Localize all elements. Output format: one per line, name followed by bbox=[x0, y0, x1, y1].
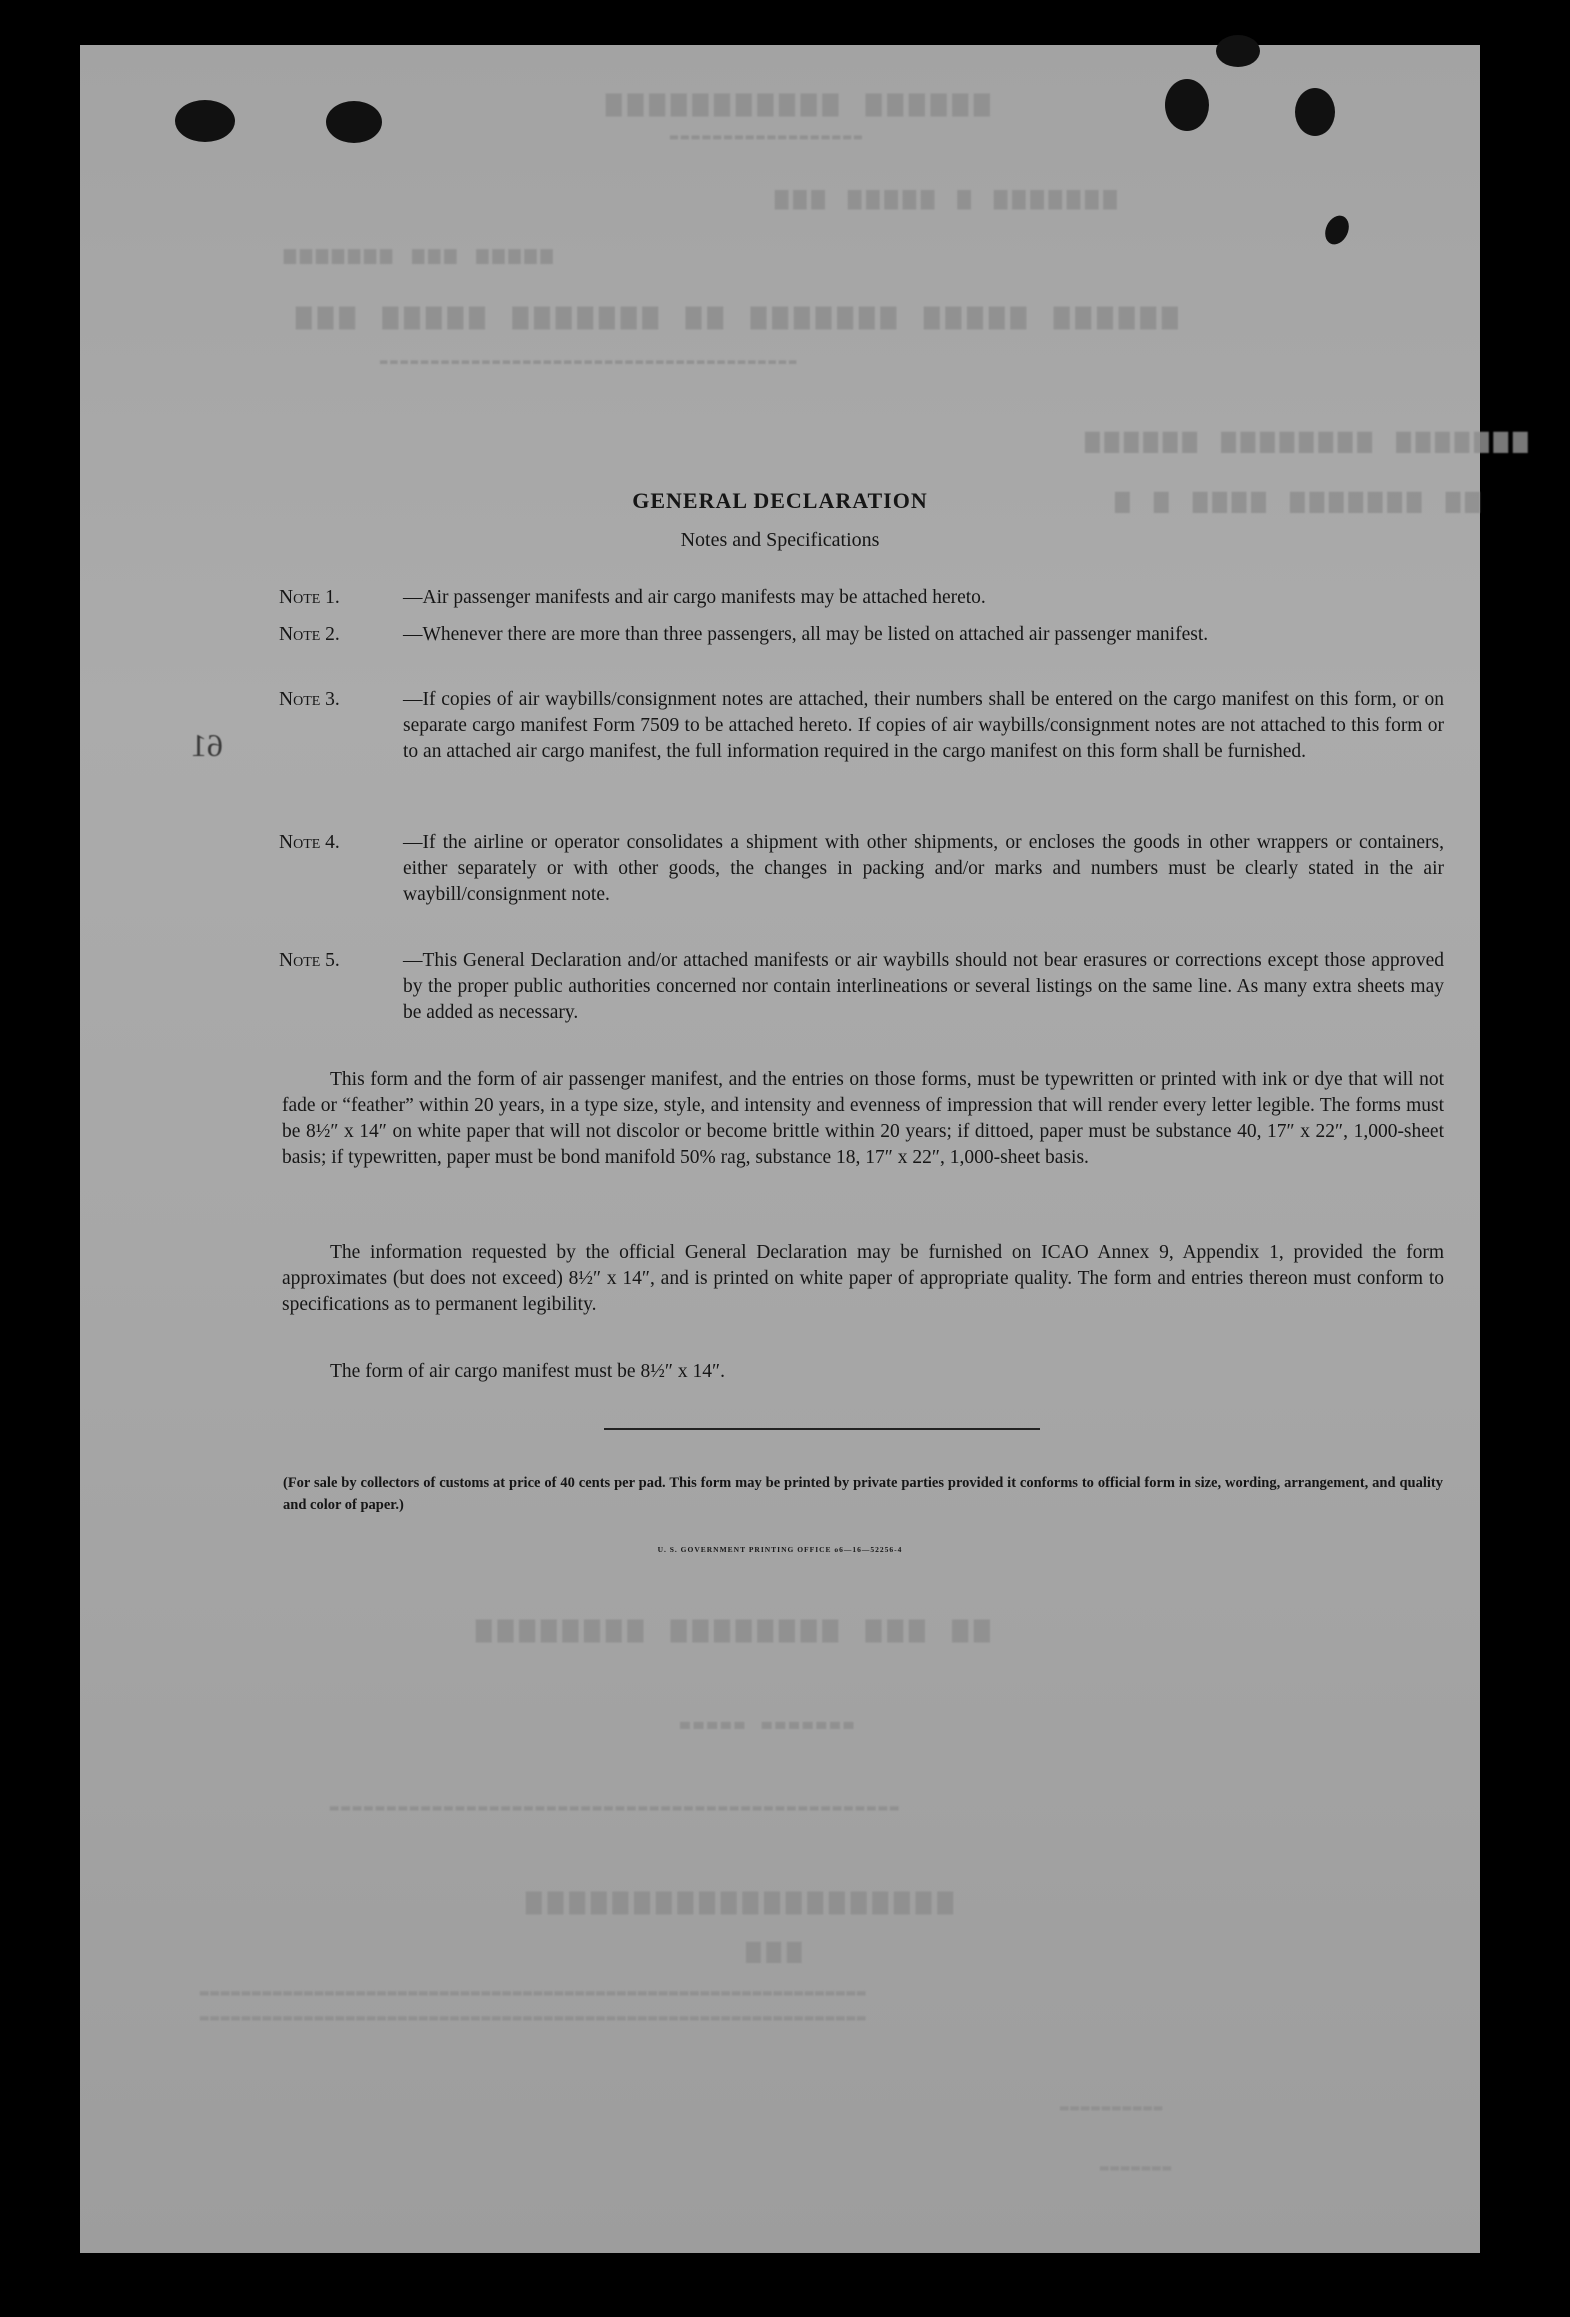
bleed-through-line: ▂▂▂▂▂▂▂▂▂▂▂▂▂▂▂▂▂▂▂▂▂▂▂▂▂▂▂▂▂▂▂▂▂▂▂▂▂▂▂▂▂▂▂▂▂▂▂▂▂▂▂▂▂▂▂▂▂▂▂▂▂▂▂▂ bbox=[200, 1980, 868, 1996]
bleed-through-line: ▆▆▆▆▆▆▆ ▆▆▆▆▆▆▆▆ ▆▆▆▆▆▆ bbox=[1080, 425, 1528, 453]
note-text: —Whenever there are more than three passengers, all may be listed on attached air passenger manifest. bbox=[403, 624, 1209, 645]
note-label: Note 2. bbox=[279, 624, 340, 645]
note-text: —If the airline or operator consolidates a shipment with other shipments, or encloses the goods in other wrappers or containers, either separately or with other goods, the changes in packing and/or marks and numbers must be clearly stated in the air waybill/consignment note. bbox=[403, 832, 1444, 905]
bleed-through-line: ▂▂▂▂▂▂▂▂▂▂▂▂▂▂▂▂▂▂▂▂▂▂▂▂▂▂▂▂▂▂▂▂▂▂▂▂▂▂▂▂▂▂▂▂▂▂▂▂▂▂ bbox=[330, 1795, 902, 1811]
bleed-through-header: ▆▆▆▆▆▆ ▆▆▆▆▆▆▆▆▆▆▆ bbox=[600, 87, 990, 117]
page-subtitle: Notes and Specifications bbox=[680, 529, 880, 551]
note-3 bbox=[279, 687, 1444, 765]
bleed-through-line: ▂▂▂▂▂▂▂ bbox=[1100, 2155, 1174, 2171]
bleed-through-line: ▂▂▂▂▂▂▂▂▂▂▂▂▂▂▂▂▂▂ bbox=[670, 125, 865, 140]
note-5 bbox=[279, 948, 1444, 1026]
margin-number: 61 bbox=[191, 727, 223, 763]
bleed-through-line: ▂▂▂▂▂▂▂▂▂▂ bbox=[1060, 2095, 1165, 2111]
note-text: —If copies of air waybills/consignment notes are attached, their numbers shall be entered on the cargo manifest on this form, or on separate cargo manifest Form 7509 to be attached hereto. If copies of air waybills/consignment notes are not attached to this form or to an attached air cargo manifest, the full information required in the cargo manifest on this form shall be furnished. bbox=[403, 689, 1444, 762]
note-2 bbox=[279, 622, 1444, 648]
paragraph-cargo-size: The form of air cargo manifest must be 8½″ x 14″. bbox=[330, 1361, 725, 1382]
paragraph-icao: The information requested by the official General Declaration may be furnished on ICAO Annex 9, Appendix 1, provided the form approximates (but does not exceed) 8½″ x 14″, and is printed on white paper of appropriate quality. The form and entries thereon must conform to specifications as to permanent legibility. bbox=[282, 1242, 1444, 1315]
sale-notice: (For sale by collectors of customs at price of 40 cents per pad. This form may be printed by private parties provided it conforms to official form in size, wording, arrangement, and quality and color of paper.) bbox=[283, 1475, 1443, 1513]
bleed-through-line: ▃▃▃▃▃ ▃▃▃▃▃▃▃ bbox=[680, 1710, 858, 1729]
bleed-through-line: ▆▆▆▆▆▆▆ ▆ ▆▆▆▆▆ ▆▆▆ bbox=[770, 185, 1117, 210]
bleed-through-line: ▆▆▆▆▆▆▆▆▆▆▆▆▆▆▆▆▆▆▆▆ bbox=[520, 1885, 954, 1915]
bleed-through-line: ▆▆ ▆▆▆▆▆▆▆ ▆▆▆▆ ▆ ▆ bbox=[1110, 485, 1480, 513]
bleed-through-line: ▅▅▅▅▅ ▅▅▅ ▅▅▅▅▅▅▅ bbox=[280, 240, 553, 264]
note-label: Note 1. bbox=[279, 587, 340, 608]
printer-imprint: U. S. GOVERNMENT PRINTING OFFICE o6—16—52256-4 bbox=[657, 1545, 903, 1554]
document-content bbox=[80, 45, 1480, 2253]
divider bbox=[604, 1428, 1040, 1430]
note-label: Note 3. bbox=[279, 689, 340, 710]
bleed-through-line: ▆▆▆▆▆▆ ▆▆▆▆▆ ▆▆▆▆▆▆▆ ▆▆ ▆▆▆▆▆▆▆ ▆▆▆▆▆ ▆▆▆ bbox=[290, 300, 1178, 330]
note-label: Note 4. bbox=[279, 832, 340, 853]
note-1 bbox=[279, 585, 1444, 611]
note-text: —Air passenger manifests and air cargo manifests may be attached hereto. bbox=[403, 587, 986, 608]
bleed-through-line: ▆▆ ▆▆▆ ▆▆▆▆▆▆▆▆ ▆▆▆▆▆▆▆▆ bbox=[470, 1613, 990, 1643]
bleed-through-line: ▆▆▆ bbox=[740, 1935, 802, 1963]
note-text: —This General Declaration and/or attached manifests or air waybills should not bear erasures or corrections except those approved by the proper public authorities concerned nor contain interlineations or several listings on the same line. As many extra sheets may be added as necessary. bbox=[403, 950, 1444, 1023]
document-page bbox=[80, 45, 1528, 2253]
note-4 bbox=[279, 830, 1444, 908]
note-label: Note 5. bbox=[279, 950, 340, 971]
paragraph-form-requirements: This form and the form of air passenger manifest, and the entries on those forms, must be typewritten or printed with ink or dye that will not fade or “feather” within 20 years, in a type size, style, and intensity and evenness of impression that will render every letter legible. The forms must be 8½″ x 14″ on white paper that will not discolor or become brittle within 20 years; if dittoed, paper must be substance 40, 17″ x 22″, 1,000-sheet basis; if typewritten, paper must be bond manifold 50% rag, substance 18, 17″ x 22″, 1,000-sheet basis. bbox=[282, 1069, 1444, 1168]
bleed-through-line: ▂▂▂▂▂▂▂▂▂▂▂▂▂▂▂▂▂▂▂▂▂▂▂▂▂▂▂▂▂▂▂▂▂▂▂▂▂▂▂▂▂▂▂▂▂▂▂▂▂▂▂▂▂▂▂▂▂▂▂▂▂▂▂▂ bbox=[200, 2005, 868, 2021]
bleed-through-line: ▂▂▂▂▂▂▂▂▂▂▂▂▂▂▂▂▂▂▂▂▂▂▂▂▂▂▂▂▂▂▂▂▂▂▂▂▂▂▂▂▂ bbox=[380, 350, 800, 364]
page-title: GENERAL DECLARATION bbox=[632, 488, 928, 513]
